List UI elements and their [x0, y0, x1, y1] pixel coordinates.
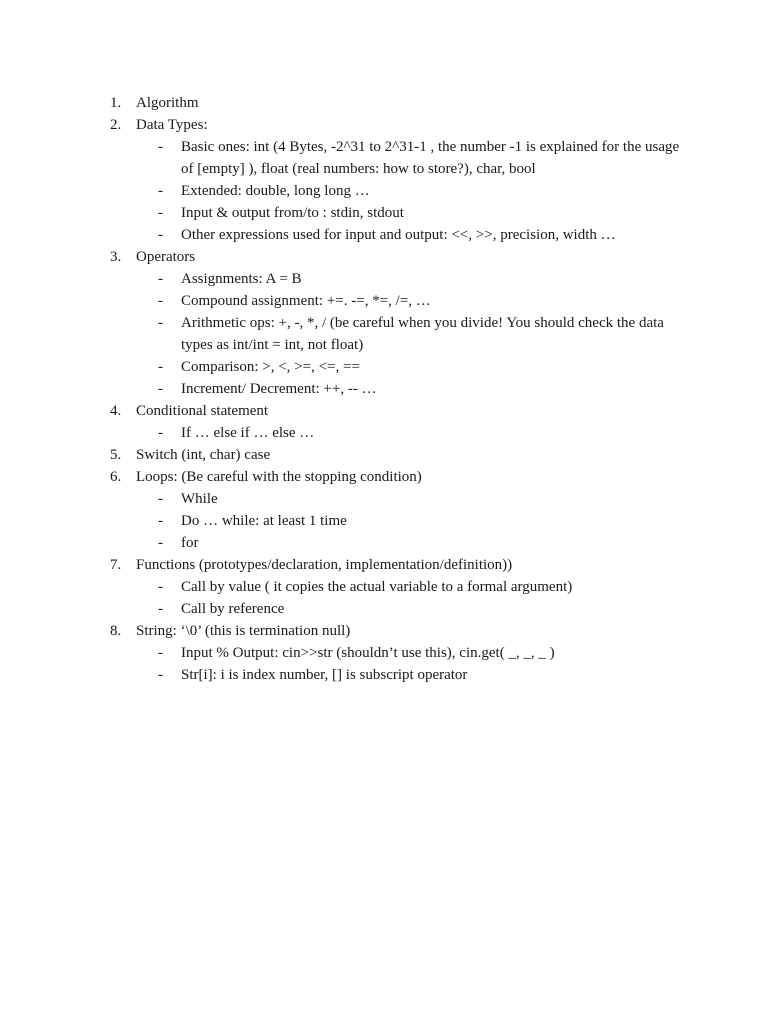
outline-item	[110, 246, 690, 400]
dash-bullet: -	[158, 579, 163, 595]
sub-item-text: Extended: double, long long …	[181, 183, 370, 199]
sub-item-text: Assignments: A = B	[181, 271, 302, 287]
dash-bullet: -	[158, 227, 163, 243]
sub-item-text: Input % Output: cin>>str (shouldn’t use this), cin.get( _, _, _ )	[181, 645, 555, 661]
sub-item-text: Do … while: at least 1 time	[181, 513, 347, 529]
sub-item	[110, 488, 690, 510]
sub-item-text: If … else if … else …	[181, 425, 315, 441]
dash-bullet: -	[158, 645, 163, 661]
sub-list	[110, 642, 690, 686]
outline-item	[110, 466, 690, 554]
sub-item-text: Compound assignment: +=. -=, *=, /=, …	[181, 293, 431, 309]
sub-list	[110, 488, 690, 554]
item-number: 4.	[110, 403, 122, 419]
item-text: Conditional statement	[136, 403, 269, 419]
sub-item	[110, 598, 690, 620]
sub-item-text: Increment/ Decrement: ++, -- …	[181, 381, 377, 397]
dash-bullet: -	[158, 293, 163, 309]
sub-item-text: Call by reference	[181, 601, 285, 617]
sub-item	[110, 202, 690, 224]
outline-item-row	[110, 444, 690, 466]
item-number: 2.	[110, 117, 122, 133]
dash-bullet: -	[158, 271, 163, 287]
dash-bullet: -	[158, 205, 163, 221]
dash-bullet: -	[158, 513, 163, 529]
item-text: Data Types:	[136, 117, 208, 133]
sub-list	[110, 268, 690, 400]
dash-bullet: -	[158, 381, 163, 397]
sub-item-text: Arithmetic ops: +, -, *, / (be careful when you divide! You should check the data types as int/int = int, not float)	[181, 315, 664, 353]
outline-item	[110, 620, 690, 686]
outline-item-row	[110, 92, 690, 114]
item-number: 5.	[110, 447, 122, 463]
item-number: 7.	[110, 557, 122, 573]
sub-item	[110, 224, 690, 246]
outline-item	[110, 400, 690, 444]
sub-item	[110, 642, 690, 664]
item-number: 3.	[110, 249, 122, 265]
outline-item	[110, 114, 690, 246]
sub-list	[110, 422, 690, 444]
sub-item	[110, 180, 690, 202]
outline-item-row	[110, 620, 690, 642]
sub-item	[110, 576, 690, 598]
sub-item	[110, 532, 690, 554]
outline-item	[110, 92, 690, 114]
sub-item	[110, 312, 690, 356]
outline-item	[110, 554, 690, 620]
sub-item	[110, 356, 690, 378]
item-number: 1.	[110, 95, 122, 111]
item-text: Switch (int, char) case	[136, 447, 271, 463]
outline-item-row	[110, 246, 690, 268]
dash-bullet: -	[158, 601, 163, 617]
item-text: Algorithm	[136, 95, 199, 111]
item-text: Operators	[136, 249, 196, 265]
sub-item-text: Str[i]: i is index number, [] is subscript operator	[181, 667, 468, 683]
sub-item	[110, 378, 690, 400]
sub-item	[110, 290, 690, 312]
sub-item	[110, 664, 690, 686]
sub-item-text: While	[181, 491, 218, 507]
dash-bullet: -	[158, 315, 163, 331]
outline-item-row	[110, 400, 690, 422]
sub-item-text: Call by value ( it copies the actual variable to a formal argument)	[181, 579, 573, 595]
item-number: 6.	[110, 469, 122, 485]
item-text: Functions (prototypes/declaration, implementation/definition))	[136, 557, 513, 573]
item-text: String: ‘\0’ (this is termination null)	[136, 623, 351, 639]
outline-item-row	[110, 554, 690, 576]
dash-bullet: -	[158, 359, 163, 375]
sub-list	[110, 576, 690, 620]
sub-item-text: Input & output from/to : stdin, stdout	[181, 205, 404, 221]
topic-outline	[110, 92, 690, 686]
sub-item	[110, 268, 690, 290]
item-text: Loops: (Be careful with the stopping condition)	[136, 469, 422, 485]
dash-bullet: -	[158, 667, 163, 683]
sub-item	[110, 422, 690, 444]
outline-item-row	[110, 114, 690, 136]
dash-bullet: -	[158, 491, 163, 507]
outline-item-row	[110, 466, 690, 488]
dash-bullet: -	[158, 535, 163, 551]
sub-item-text: for	[181, 535, 199, 551]
sub-item	[110, 136, 690, 180]
sub-item-text: Other expressions used for input and output: <<, >>, precision, width …	[181, 227, 616, 243]
sub-item-text: Comparison: >, <, >=, <=, ==	[181, 359, 360, 375]
sub-item-text: Basic ones: int (4 Bytes, -2^31 to 2^31-1 , the number -1 is explained for the usage of [empty] ), float (real numbers: how to store?), char, bool	[181, 139, 680, 177]
sub-item	[110, 510, 690, 532]
dash-bullet: -	[158, 139, 163, 155]
sub-list	[110, 136, 690, 246]
dash-bullet: -	[158, 183, 163, 199]
outline-item	[110, 444, 690, 466]
item-number: 8.	[110, 623, 122, 639]
dash-bullet: -	[158, 425, 163, 441]
